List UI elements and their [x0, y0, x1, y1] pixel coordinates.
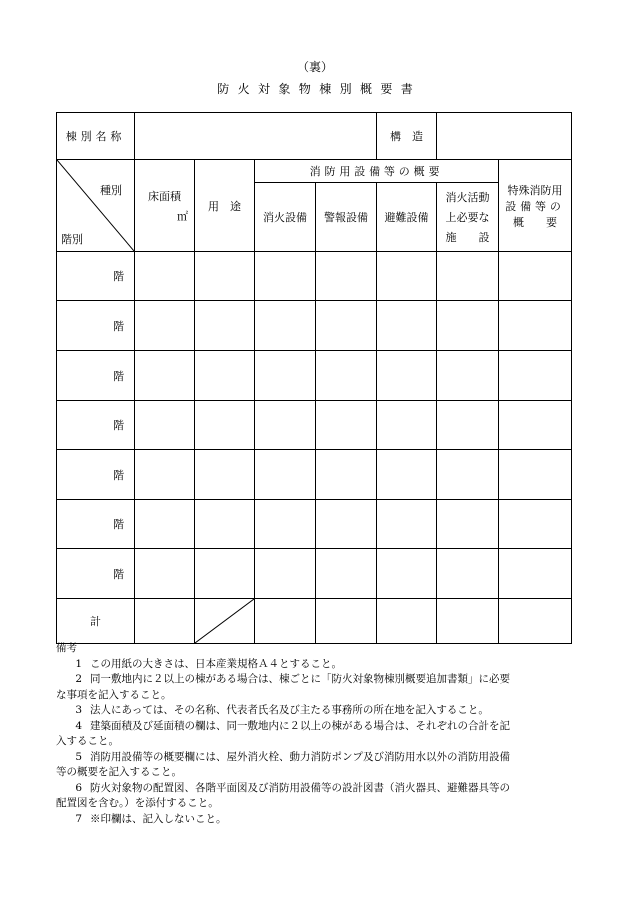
- building-overview-table: [56, 112, 572, 644]
- table-cell[interactable]: [437, 252, 499, 301]
- table-cell[interactable]: [135, 401, 195, 450]
- back-side-label: （裏）: [296, 60, 333, 74]
- table-cell[interactable]: [255, 301, 316, 351]
- fire-activity-header: [437, 183, 499, 252]
- table-cell[interactable]: [437, 351, 499, 401]
- table-cell[interactable]: [499, 301, 572, 351]
- building-name-field[interactable]: [135, 113, 377, 160]
- note-item: [56, 672, 571, 688]
- note-continuation: 入すること。: [56, 735, 119, 747]
- note-text: 建築面積及び延面積の欄は、同一敷地内に２以上の棟がある場合は、それぞれの合計を記: [90, 719, 510, 732]
- table-cell[interactable]: [316, 450, 377, 500]
- note-continuation: 配置図を含む。）を添付すること。: [56, 797, 219, 809]
- note-item: [56, 750, 571, 766]
- document-title: 防火対象物棟別概要書: [217, 82, 422, 96]
- total-row: [57, 599, 572, 644]
- table-cell[interactable]: [255, 500, 316, 549]
- table-cell[interactable]: [195, 500, 255, 549]
- fire-activity-line3: 施 設: [445, 231, 490, 244]
- floor-row-label: 階: [57, 401, 135, 450]
- structure-label: 構 造: [377, 113, 437, 160]
- table-row: [57, 252, 572, 301]
- note-number: 3: [75, 704, 82, 716]
- table-cell[interactable]: [437, 301, 499, 351]
- table-cell[interactable]: [499, 351, 572, 401]
- table-cell[interactable]: [195, 549, 255, 599]
- special-line2: 設備等の: [505, 199, 565, 213]
- note-text: 防火対象物の配置図、各階平面図及び消防用設備等の設計図書（消火器具、避難器具等の: [90, 781, 510, 794]
- structure-field[interactable]: [437, 113, 572, 160]
- floor-row-label: 階: [57, 549, 135, 599]
- fire-extinguishing-header: 消火設備: [255, 183, 316, 252]
- kind-label: 種別: [100, 184, 122, 197]
- notes-section: [56, 641, 571, 827]
- note-item: [56, 812, 571, 828]
- table-cell[interactable]: [255, 252, 316, 301]
- fire-activity-line1: 消火活動: [445, 191, 490, 204]
- special-line3: 概 要: [513, 215, 557, 229]
- note-text: ※印欄は、記入しないこと。: [90, 812, 227, 825]
- total-floor-area-cell[interactable]: [135, 599, 195, 644]
- note-continuation: 等の概要を記入すること。: [56, 766, 182, 778]
- table-cell[interactable]: [499, 500, 572, 549]
- table-cell[interactable]: [437, 500, 499, 549]
- table-cell[interactable]: [499, 450, 572, 500]
- note-number: 6: [75, 781, 82, 794]
- note-text: 同一敷地内に２以上の棟がある場合は、棟ごとに「防火対象物棟別概要追加書類」に必要: [90, 673, 510, 685]
- table-row: [57, 450, 572, 500]
- table-cell[interactable]: [316, 351, 377, 401]
- kind-floor-corner: [57, 160, 135, 252]
- note-number: 5: [75, 750, 82, 763]
- note-number: 2: [75, 673, 82, 685]
- table-cell[interactable]: [499, 401, 572, 450]
- floor-row-label: 階: [57, 351, 135, 401]
- table-cell[interactable]: [377, 549, 437, 599]
- floor-row-label: 階: [57, 301, 135, 351]
- table-cell[interactable]: [135, 301, 195, 351]
- evacuation-header: 避難設備: [377, 183, 437, 252]
- table-cell[interactable]: [135, 549, 195, 599]
- note-text: 法人にあっては、その名称、代表者氏名及び主たる事務所の所在地を記入すること。: [90, 704, 489, 716]
- total-diagonal: [195, 599, 254, 643]
- total-label: 計: [57, 599, 135, 644]
- table-cell[interactable]: [195, 401, 255, 450]
- table-cell[interactable]: [135, 450, 195, 500]
- table-cell[interactable]: [255, 351, 316, 401]
- notes-heading: 備考: [56, 642, 77, 654]
- floor-label: 階別: [61, 233, 83, 246]
- table-cell[interactable]: [195, 252, 255, 301]
- table-cell[interactable]: [437, 549, 499, 599]
- table-row: [57, 549, 572, 599]
- floor-row-label: 階: [57, 450, 135, 500]
- fire-activity-line2: 上必要な: [445, 211, 490, 224]
- floor-row-label: 階: [57, 500, 135, 549]
- table-cell[interactable]: [195, 450, 255, 500]
- floor-area-header: [135, 160, 195, 252]
- floor-area-label: 床面積: [148, 189, 181, 203]
- table-cell[interactable]: [316, 549, 377, 599]
- table-cell[interactable]: [377, 450, 437, 500]
- table-cell[interactable]: [437, 450, 499, 500]
- table-cell[interactable]: [316, 500, 377, 549]
- table-cell[interactable]: [377, 401, 437, 450]
- note-text: この用紙の大きさは、日本産業規格Ａ４とすること。: [90, 657, 342, 670]
- table-cell[interactable]: [316, 252, 377, 301]
- table-cell[interactable]: [316, 301, 377, 351]
- note-number: 7: [75, 812, 82, 825]
- table-cell[interactable]: [499, 599, 572, 644]
- table-cell[interactable]: [135, 252, 195, 301]
- table-cell[interactable]: [377, 500, 437, 549]
- table-cell[interactable]: [255, 401, 316, 450]
- floor-area-unit: ㎡: [177, 209, 188, 223]
- table-row: [57, 401, 572, 450]
- total-use-cell: [195, 599, 255, 644]
- note-item: [56, 657, 571, 673]
- table-cell[interactable]: [377, 301, 437, 351]
- table-cell[interactable]: [499, 549, 572, 599]
- table-cell[interactable]: [437, 599, 499, 644]
- table-cell[interactable]: [316, 401, 377, 450]
- table-cell[interactable]: [377, 599, 437, 644]
- table-cell[interactable]: [135, 500, 195, 549]
- table-cell[interactable]: [255, 599, 316, 644]
- note-number: 1: [75, 657, 82, 670]
- table-cell[interactable]: [377, 351, 437, 401]
- table-cell[interactable]: [135, 351, 195, 401]
- special-line1: 特殊消防用: [507, 183, 563, 197]
- table-cell[interactable]: [499, 252, 572, 301]
- table-row: [57, 351, 572, 401]
- table-row: [57, 301, 572, 351]
- note-number: 4: [75, 719, 82, 732]
- table-cell[interactable]: [195, 351, 255, 401]
- equipment-overview-header: 消防用設備等の概要: [255, 160, 499, 183]
- special-equipment-header: [499, 160, 572, 252]
- table-cell[interactable]: [255, 450, 316, 500]
- note-text: 消防用設備等の概要欄には、屋外消火栓、動力消防ポンプ及び消防用水以外の消防用設備: [90, 750, 510, 763]
- use-header: 用 途: [195, 160, 255, 252]
- table-cell[interactable]: [255, 549, 316, 599]
- table-cell[interactable]: [437, 401, 499, 450]
- table-cell[interactable]: [377, 252, 437, 301]
- floor-row-label: 階: [57, 252, 135, 301]
- building-name-label: 棟別名称: [57, 113, 135, 160]
- alarm-header: 警報設備: [316, 183, 377, 252]
- note-item: [56, 781, 571, 797]
- table-cell[interactable]: [316, 599, 377, 644]
- table-cell[interactable]: [195, 301, 255, 351]
- note-item: [56, 719, 571, 735]
- note-item: [56, 703, 571, 719]
- note-continuation: な事項を記入すること。: [56, 688, 172, 701]
- table-row: [57, 500, 572, 549]
